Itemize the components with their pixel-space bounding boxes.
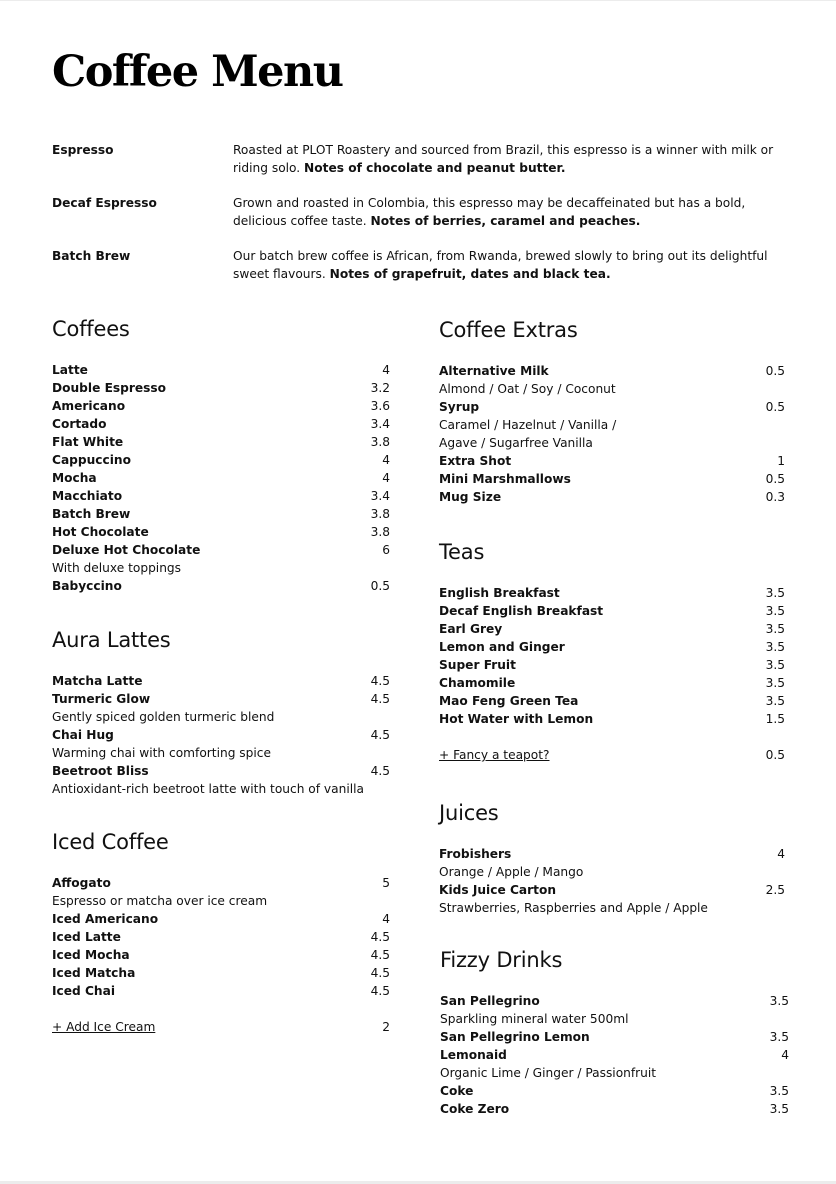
menu-item [52, 577, 390, 595]
item-name: Cappuccino [52, 453, 131, 467]
item-name: Beetroot Bliss [52, 764, 149, 778]
menu-item [52, 451, 390, 469]
item-description: Almond / Oat / Soy / Coconut [439, 382, 616, 396]
juices-section [439, 799, 785, 917]
menu-item [52, 523, 390, 541]
item-name: Macchiato [52, 489, 123, 503]
menu-item [440, 1046, 789, 1064]
item-name: Deluxe Hot Chocolate [52, 543, 201, 557]
item-description: Gently spiced golden turmeric blend [52, 710, 275, 724]
fizzy-drinks-list [440, 992, 789, 1118]
item-price: 3.8 [370, 525, 390, 539]
item-price: 4 [382, 363, 390, 377]
menu-item [52, 487, 390, 505]
intro-row [52, 141, 792, 177]
menu-item [52, 726, 390, 744]
menu-item [439, 488, 785, 506]
item-price: 4.5 [370, 948, 390, 962]
intro-notes: Notes of berries, caramel and peaches. [370, 214, 641, 228]
item-name: Affogato [52, 876, 111, 890]
intro-name: Espresso [52, 143, 114, 157]
menu-item [52, 433, 390, 451]
item-name: Decaf English Breakfast [439, 604, 604, 618]
coffee-extras-list [439, 362, 785, 506]
section-title: Juices [439, 801, 499, 825]
menu-item [52, 928, 390, 946]
item-price: 4.5 [370, 930, 390, 944]
menu-item [439, 845, 785, 863]
item-name: Super Fruit [439, 658, 516, 672]
item-name: Coke Zero [440, 1102, 510, 1116]
menu-item [52, 379, 390, 397]
menu-item [52, 690, 390, 708]
item-description: Warming chai with comforting spice [52, 746, 271, 760]
item-price: 6 [382, 543, 390, 557]
espresso-intro [52, 141, 792, 283]
menu-item [439, 638, 785, 656]
intro-name: Batch Brew [52, 249, 131, 263]
item-name: Lemonaid [440, 1048, 507, 1062]
intro-row [52, 194, 792, 230]
section-title: Iced Coffee [52, 830, 169, 854]
item-name: Hot Water with Lemon [439, 712, 594, 726]
menu-item [439, 881, 785, 899]
item-price: 4 [781, 1048, 789, 1062]
top-divider [0, 0, 836, 1]
item-price: 0.5 [765, 748, 785, 762]
item-name: Earl Grey [439, 622, 503, 636]
item-name: Iced Chai [52, 984, 116, 998]
menu-item [440, 1100, 789, 1118]
intro-description [233, 141, 792, 177]
item-price: 4.5 [370, 674, 390, 688]
section-title: Fizzy Drinks [440, 948, 563, 972]
menu-item [52, 982, 390, 1000]
item-price: 0.5 [370, 579, 390, 593]
item-name: San Pellegrino [440, 994, 540, 1008]
menu-item [52, 672, 390, 690]
menu-item [439, 584, 785, 602]
menu-item [52, 469, 390, 487]
menu-item [52, 762, 390, 780]
item-price: 3.5 [765, 676, 785, 690]
menu-item [439, 656, 785, 674]
item-price: 1.5 [765, 712, 785, 726]
page-title: Coffee Menu [52, 47, 343, 97]
item-description: Sparkling mineral water 500ml [440, 1012, 629, 1026]
item-name: Frobishers [439, 847, 512, 861]
menu-item [52, 946, 390, 964]
aura-lattes-section [52, 626, 390, 798]
item-name: Syrup [439, 400, 480, 414]
menu-item [439, 362, 785, 380]
item-name: Extra Shot [439, 454, 512, 468]
menu-item [52, 415, 390, 433]
item-description: Strawberries, Raspberries and Apple / Apple [439, 901, 708, 915]
item-price: 3.5 [769, 1102, 789, 1116]
coffee-extras-section [439, 316, 785, 506]
item-price: 2 [382, 1020, 390, 1034]
item-price: 3.5 [769, 994, 789, 1008]
aura-lattes-list [52, 672, 390, 798]
item-price: 4 [777, 847, 785, 861]
section-title: Coffee Extras [439, 318, 578, 342]
item-name: English Breakfast [439, 586, 560, 600]
fancy-teapot-link[interactable]: + Fancy a teapot? [439, 748, 550, 762]
add-ice-cream-link[interactable]: + Add Ice Cream [52, 1020, 156, 1034]
section-title: Coffees [52, 317, 130, 341]
item-price: 3.8 [370, 507, 390, 521]
item-price: 2.5 [765, 883, 785, 897]
item-price: 0.3 [765, 490, 785, 504]
teapot-row [439, 746, 785, 764]
item-price: 4.5 [370, 764, 390, 778]
item-name: Flat White [52, 435, 124, 449]
menu-item [52, 505, 390, 523]
item-price: 4.5 [370, 692, 390, 706]
item-price: 0.5 [765, 400, 785, 414]
item-name: Lemon and Ginger [439, 640, 565, 654]
add-ice-cream-row [52, 1018, 390, 1036]
item-price: 3.2 [370, 381, 390, 395]
item-name: Kids Juice Carton [439, 883, 557, 897]
item-price: 0.5 [765, 364, 785, 378]
menu-item [440, 1028, 789, 1046]
item-price: 3.8 [370, 435, 390, 449]
item-description: Organic Lime / Ginger / Passionfruit [440, 1066, 657, 1080]
coffees-list [52, 361, 390, 595]
intro-text: Grown and roasted in Colombia, this espresso may be decaffeinated but has a bold, delicious coffee taste. [233, 196, 746, 228]
coffees-section [52, 315, 390, 595]
item-name: Mocha [52, 471, 97, 485]
intro-notes: Notes of chocolate and peanut butter. [304, 161, 566, 175]
item-name: Hot Chocolate [52, 525, 149, 539]
intro-description [233, 247, 792, 283]
item-price: 4 [382, 453, 390, 467]
menu-item [440, 1082, 789, 1100]
item-price: 3.5 [765, 586, 785, 600]
menu-item [52, 541, 390, 559]
item-description: With deluxe toppings [52, 561, 182, 575]
intro-row [52, 247, 792, 283]
item-price: 4 [382, 471, 390, 485]
menu-item [439, 452, 785, 470]
item-name: Iced Americano [52, 912, 159, 926]
menu-item [52, 874, 390, 892]
item-description: Antioxidant-rich beetroot latte with touch of vanilla [52, 782, 364, 796]
fizzy-drinks-section [440, 946, 789, 1118]
item-name: Iced Matcha [52, 966, 136, 980]
item-price: 4.5 [370, 966, 390, 980]
item-name: Mug Size [439, 490, 502, 504]
menu-item [52, 964, 390, 982]
menu-item [439, 602, 785, 620]
item-price: 4.5 [370, 984, 390, 998]
item-price: 3.5 [765, 658, 785, 672]
menu-item [440, 992, 789, 1010]
item-price: 3.5 [765, 622, 785, 636]
section-title: Teas [439, 540, 485, 564]
item-name: Coke [440, 1084, 474, 1098]
iced-coffee-list [52, 874, 390, 1000]
item-price: 4 [382, 912, 390, 926]
teas-list [439, 584, 785, 728]
item-name: Chamomile [439, 676, 516, 690]
item-name: Babyccino [52, 579, 122, 593]
intro-notes: Notes of grapefruit, dates and black tea. [329, 267, 611, 281]
item-name: Turmeric Glow [52, 692, 151, 706]
item-price: 3.5 [769, 1030, 789, 1044]
item-description: Orange / Apple / Mango [439, 865, 584, 879]
intro-text: Roasted at PLOT Roastery and sourced from Brazil, this espresso is a winner with milk or riding solo. [233, 143, 774, 175]
intro-name: Decaf Espresso [52, 196, 157, 210]
menu-item [439, 620, 785, 638]
juices-list [439, 845, 785, 917]
item-name: Iced Latte [52, 930, 121, 944]
item-name: Batch Brew [52, 507, 131, 521]
item-price: 0.5 [765, 472, 785, 486]
item-name: Americano [52, 399, 126, 413]
item-name: San Pellegrino Lemon [440, 1030, 590, 1044]
menu-item [52, 361, 390, 379]
item-price: 3.4 [370, 489, 390, 503]
item-name: Latte [52, 363, 88, 377]
intro-description [233, 194, 792, 230]
menu-item [439, 674, 785, 692]
teas-section [439, 538, 785, 764]
item-name: Iced Mocha [52, 948, 130, 962]
item-name: Cortado [52, 417, 107, 431]
menu-item [52, 910, 390, 928]
section-title: Aura Lattes [52, 628, 171, 652]
menu-item [439, 692, 785, 710]
iced-coffee-section [52, 828, 390, 1036]
menu-item [52, 397, 390, 415]
item-name: Matcha Latte [52, 674, 143, 688]
item-price: 3.5 [769, 1084, 789, 1098]
item-name: Mao Feng Green Tea [439, 694, 579, 708]
item-price: 3.5 [765, 640, 785, 654]
menu-item [439, 470, 785, 488]
menu-item [439, 398, 785, 416]
item-description: Caramel / Hazelnut / Vanilla / Agave / Sugarfree Vanilla [439, 418, 617, 450]
item-description: Espresso or matcha over ice cream [52, 894, 268, 908]
item-name: Mini Marshmallows [439, 472, 571, 486]
item-price: 3.4 [370, 417, 390, 431]
item-name: Chai Hug [52, 728, 114, 742]
item-price: 4.5 [370, 728, 390, 742]
menu-item [439, 710, 785, 728]
item-name: Alternative Milk [439, 364, 549, 378]
item-price: 3.5 [765, 694, 785, 708]
item-price: 3.6 [370, 399, 390, 413]
item-price: 1 [777, 454, 785, 468]
item-price: 3.5 [765, 604, 785, 618]
intro-text: Our batch brew coffee is African, from Rwanda, brewed slowly to bring out its delightful sweet flavours. [233, 249, 768, 281]
item-name: Double Espresso [52, 381, 167, 395]
item-price: 5 [382, 876, 390, 890]
